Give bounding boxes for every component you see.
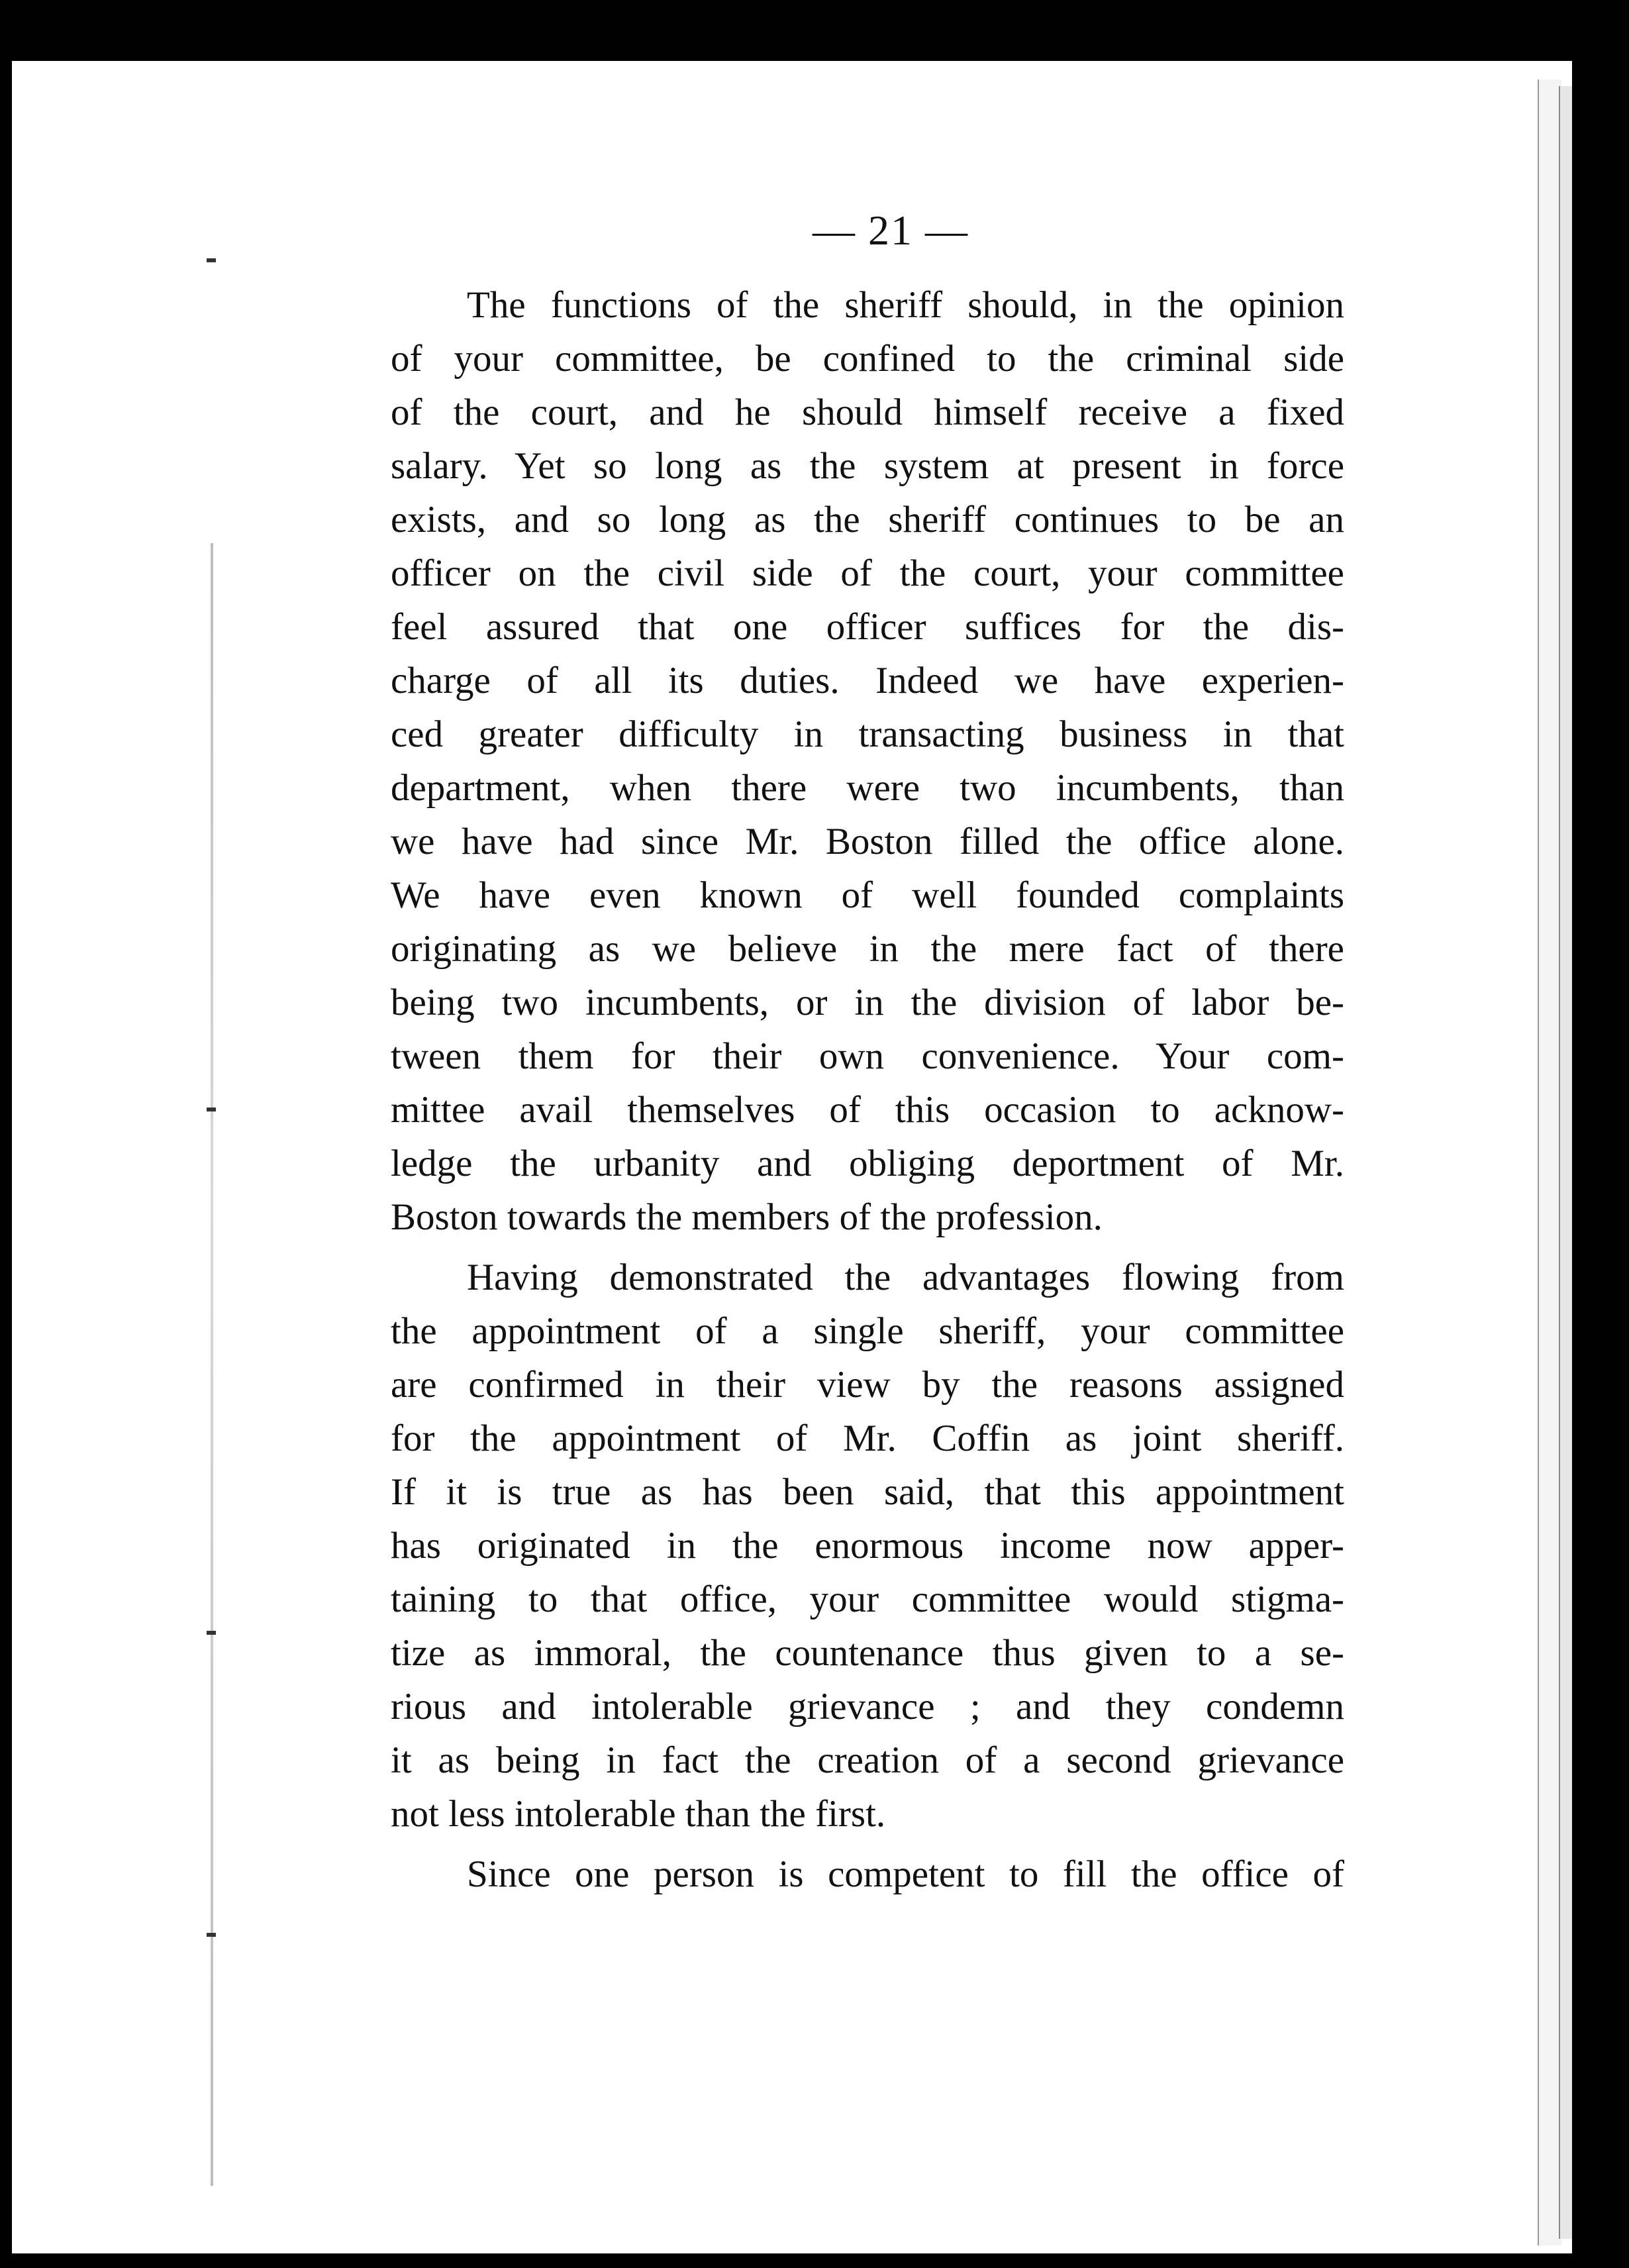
- stitch-mark: [207, 1108, 216, 1111]
- text-line: If it is true as has been said, that this appointment: [391, 1471, 1344, 1513]
- paragraph: [391, 278, 1344, 1244]
- text-line: rious and intolerable grievance ; and they condemn: [391, 1686, 1344, 1727]
- scan-border-right: [1572, 0, 1629, 2268]
- paper-edge: [1538, 79, 1561, 2245]
- paper-edge-back: [1559, 86, 1572, 2239]
- text-line: Since one person is competent to fill the office of: [467, 1853, 1344, 1895]
- gutter-fold-line: [211, 543, 213, 2186]
- scan-border-bottom: [0, 2253, 1629, 2268]
- text-line: originating as we believe in the mere fact of there: [391, 928, 1344, 970]
- text-line: are confirmed in their view by the reasons assigned: [391, 1364, 1344, 1406]
- text-line: We have even known of well founded complaints: [391, 874, 1344, 916]
- text-line: charge of all its duties. Indeed we have experien-: [391, 660, 1344, 701]
- text-line: tize as immoral, the countenance thus given to a se-: [391, 1632, 1344, 1674]
- text-line: has originated in the enormous income now apper-: [391, 1525, 1344, 1567]
- text-line: tween them for their own convenience. Your com-: [391, 1035, 1344, 1077]
- text-line: mittee avail themselves of this occasion to acknow-: [391, 1089, 1344, 1131]
- text-line: not less intolerable than the first.: [391, 1793, 886, 1835]
- text-line: of the court, and he should himself receive a fixed: [391, 391, 1344, 433]
- text-line: The functions of the sheriff should, in the opinion: [467, 284, 1344, 326]
- text-line: department, when there were two incumbents, than: [391, 767, 1344, 809]
- text-line: ced greater difficulty in transacting business in that: [391, 713, 1344, 755]
- text-line: taining to that office, your committee would stigma-: [391, 1578, 1344, 1620]
- text-line: Boston towards the members of the profession.: [391, 1196, 1103, 1238]
- text-line: feel assured that one officer suffices for the dis-: [391, 606, 1344, 648]
- stitch-mark: [207, 1933, 216, 1937]
- text-line: it as being in fact the creation of a second grievance: [391, 1739, 1344, 1781]
- stitch-mark: [207, 258, 216, 262]
- text-line: for the appointment of Mr. Coffin as joint sheriff.: [391, 1418, 1344, 1459]
- text-line: the appointment of a single sheriff, your committee: [391, 1310, 1344, 1352]
- text-line: salary. Yet so long as the system at present in force: [391, 445, 1344, 487]
- text-line: of your committee, be confined to the criminal side: [391, 338, 1344, 380]
- paragraph: [391, 1251, 1344, 1841]
- text-line: Having demonstrated the advantages flowing from: [467, 1257, 1344, 1298]
- body-text: [391, 278, 1344, 1901]
- text-line: we have had since Mr. Boston filled the office alone.: [391, 821, 1344, 862]
- scan-border-left: [0, 0, 12, 2268]
- text-line: officer on the civil side of the court, your committee: [391, 552, 1344, 594]
- text-line: being two incumbents, or in the division of labor be-: [391, 982, 1344, 1023]
- text-line: exists, and so long as the sheriff continues to be an: [391, 499, 1344, 541]
- page-number: — 21 —: [813, 207, 969, 254]
- paragraph: [391, 1847, 1344, 1901]
- text-line: ledge the urbanity and obliging deportment of Mr.: [391, 1143, 1344, 1184]
- scan-border-top: [0, 0, 1629, 61]
- stitch-mark: [207, 1631, 216, 1635]
